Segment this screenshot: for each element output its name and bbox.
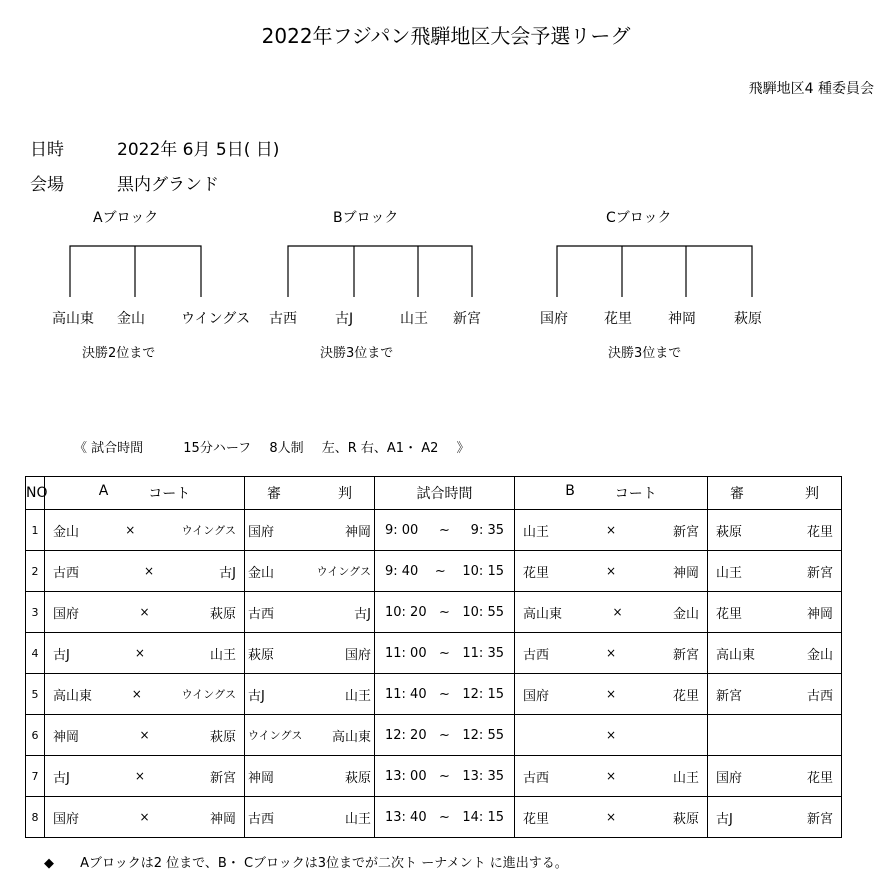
tilde-mark: ~	[439, 727, 450, 743]
b-referees	[708, 551, 842, 592]
team-a-2: 金山	[117, 311, 145, 327]
a-court-match	[45, 756, 245, 797]
team-c-2: 花里	[604, 311, 632, 327]
b-court-match	[515, 633, 708, 674]
match-time	[375, 510, 515, 551]
a-home-team: 古J	[53, 770, 70, 786]
match-no: 3	[26, 592, 45, 633]
header-referee-b-2: 判	[805, 486, 819, 502]
match-time	[375, 756, 515, 797]
end-time: 10: 15	[462, 563, 504, 579]
block-a-bracket	[70, 246, 201, 297]
team-b-4: 新宮	[453, 311, 481, 327]
b-referee-2: 神岡	[806, 606, 833, 622]
a-referees	[245, 674, 375, 715]
vs-mark: ×	[605, 769, 617, 783]
match-no: 7	[26, 756, 45, 797]
vs-mark: ×	[139, 605, 150, 619]
rules-sides: 左、R 右、A1・ A2	[321, 441, 439, 456]
b-referee-2: 新宮	[806, 811, 833, 827]
b-away-team: 新宮	[672, 647, 699, 663]
date-label: 日時	[30, 140, 64, 160]
a-referee-1: ウイングス	[248, 729, 303, 742]
team-c-1: 国府	[540, 311, 568, 327]
b-referees	[708, 797, 842, 838]
match-no: 4	[26, 633, 45, 674]
table-row	[26, 756, 842, 797]
venue-label: 会場	[30, 175, 64, 195]
vs-mark: ×	[605, 523, 617, 537]
team-a-3: ウイングス	[181, 311, 251, 327]
a-referee-2: 高山東	[331, 729, 371, 745]
match-no: 5	[26, 674, 45, 715]
vs-mark: ×	[605, 687, 617, 701]
team-b-1: 古西	[269, 311, 297, 327]
header-referee-a	[245, 477, 375, 510]
a-referees	[245, 797, 375, 838]
b-referees	[708, 592, 842, 633]
header-b-court-letter: B	[565, 483, 575, 499]
b-away-team: 花里	[672, 688, 699, 704]
b-referee-2: 花里	[806, 770, 833, 786]
b-referee-1: 花里	[716, 606, 743, 622]
footnote-text: Aブロックは2 位まで、B・ Cブロックは3位までが二次ト ーナメント に進出する。	[80, 856, 568, 871]
rules-half: 15分ハーフ	[183, 441, 252, 456]
table-row	[26, 797, 842, 838]
vs-mark: ×	[605, 646, 617, 660]
a-away-team: 山王	[209, 647, 236, 663]
vs-mark: ×	[605, 728, 617, 742]
tilde-mark: ~	[439, 604, 450, 620]
end-time: 12: 15	[462, 686, 504, 702]
match-time	[375, 592, 515, 633]
a-court-match	[45, 674, 245, 715]
b-home-team: 古西	[523, 647, 550, 663]
a-home-team: 国府	[53, 811, 80, 827]
vs-mark: ×	[125, 523, 136, 537]
date-value: 2022年 6月 5日( 日)	[117, 140, 280, 160]
match-no: 6	[26, 715, 45, 756]
block-c-name: Cブロック	[606, 210, 672, 226]
table-row	[26, 633, 842, 674]
header-a-court-word: コート	[148, 486, 191, 502]
block-b-bracket	[288, 246, 472, 297]
a-referee-1: 萩原	[248, 647, 275, 663]
a-referee-1: 古西	[248, 606, 275, 622]
b-court-match	[515, 674, 708, 715]
match-no: 2	[26, 551, 45, 592]
b-away-team: 金山	[672, 606, 699, 622]
header-a-court	[45, 477, 245, 510]
match-no: 1	[26, 510, 45, 551]
a-referee-1: 古J	[248, 688, 265, 704]
b-home-team: 花里	[523, 811, 550, 827]
rules-players: 8人制	[269, 441, 304, 456]
b-away-team: 新宮	[672, 524, 699, 540]
b-court-match	[515, 592, 708, 633]
match-rules	[74, 437, 470, 456]
a-referees	[245, 592, 375, 633]
table-row	[26, 592, 842, 633]
a-referee-2: 古J	[354, 606, 371, 622]
match-no: 8	[26, 797, 45, 838]
b-referee-2: 花里	[806, 524, 833, 540]
b-referee-1: 国府	[716, 770, 743, 786]
header-referee-a-2: 判	[338, 486, 352, 502]
match-time	[375, 551, 515, 592]
a-referee-1: 古西	[248, 811, 275, 827]
b-referee-1: 高山東	[716, 647, 756, 663]
a-home-team: 高山東	[53, 688, 93, 704]
a-referees	[245, 715, 375, 756]
team-b-2: 古J	[335, 311, 354, 327]
vs-mark: ×	[134, 769, 145, 783]
header-b-court-word: コート	[614, 486, 657, 502]
a-away-team: 萩原	[209, 729, 236, 745]
b-court-match	[515, 756, 708, 797]
b-home-team: 花里	[523, 565, 550, 581]
b-referee-2: 古西	[806, 688, 833, 704]
a-referee-2: 神岡	[344, 524, 371, 540]
block-c-advance: 決勝3位まで	[608, 346, 682, 361]
b-away-team: 萩原	[672, 811, 699, 827]
vs-mark: ×	[605, 564, 617, 578]
block-b-advance: 決勝3位まで	[320, 346, 394, 361]
a-court-match	[45, 715, 245, 756]
tilde-mark: ~	[439, 809, 450, 825]
header-referee-a-1: 審	[267, 486, 281, 502]
b-home-team: 山王	[523, 524, 550, 540]
header-referee-b-1: 審	[730, 486, 744, 502]
b-referee-2: 金山	[806, 647, 833, 663]
a-away-team: ウイングス	[181, 524, 236, 537]
table-row	[26, 715, 842, 756]
a-home-team: 国府	[53, 606, 80, 622]
table-row	[26, 510, 842, 551]
end-time: 10: 55	[462, 604, 504, 620]
tilde-mark: ~	[439, 768, 450, 784]
vs-mark: ×	[134, 646, 145, 660]
end-time: 11: 35	[462, 645, 504, 661]
a-referee-2: 国府	[344, 647, 371, 663]
b-referees	[708, 756, 842, 797]
start-time: 12: 20	[385, 727, 427, 743]
a-referee-1: 神岡	[248, 770, 275, 786]
match-time	[375, 633, 515, 674]
a-away-team: 神岡	[209, 811, 236, 827]
a-referee-2: 山王	[344, 811, 371, 827]
page-title: 2022年フジパン飛騨地区大会予選リーグ	[261, 24, 631, 48]
vs-mark: ×	[612, 605, 623, 619]
team-c-3: 神岡	[668, 311, 696, 327]
a-referee-2: ウイングス	[316, 565, 371, 578]
b-court-match	[515, 797, 708, 838]
footnote-bullet: ◆	[44, 856, 54, 871]
match-time	[375, 715, 515, 756]
b-home-team: 古西	[523, 770, 550, 786]
vs-mark: ×	[144, 564, 155, 578]
team-a-1: 高山東	[52, 311, 94, 327]
block-a-name: Aブロック	[93, 210, 159, 226]
start-time: 11: 40	[385, 686, 427, 702]
schedule-table	[25, 476, 842, 838]
a-court-match	[45, 797, 245, 838]
footnote	[44, 852, 568, 871]
start-time: 13: 40	[385, 809, 427, 825]
table-row	[26, 551, 842, 592]
b-home-team: 高山東	[523, 606, 563, 622]
a-away-team: 新宮	[209, 770, 236, 786]
vs-mark: ×	[131, 687, 142, 701]
start-time: 11: 00	[385, 645, 427, 661]
b-court-match	[515, 551, 708, 592]
a-referee-1: 金山	[248, 565, 275, 581]
tilde-mark: ~	[439, 645, 450, 661]
start-time: 10: 20	[385, 604, 427, 620]
b-court-match	[515, 510, 708, 551]
table-row	[26, 674, 842, 715]
b-referees	[708, 633, 842, 674]
a-away-team: ウイングス	[181, 688, 236, 701]
b-away-team: 山王	[672, 770, 699, 786]
start-time: 9: 40	[385, 563, 419, 579]
team-b-3: 山王	[400, 311, 428, 327]
a-away-team: 萩原	[209, 606, 236, 622]
tilde-mark: ~	[434, 563, 446, 579]
a-home-team: 金山	[53, 524, 80, 540]
a-court-match	[45, 551, 245, 592]
header-b-court	[515, 477, 708, 510]
a-referees	[245, 756, 375, 797]
a-court-match	[45, 510, 245, 551]
a-home-team: 神岡	[53, 729, 80, 745]
a-referee-1: 国府	[248, 524, 275, 540]
b-away-team: 神岡	[672, 565, 699, 581]
header-match-time: 試合時間	[375, 477, 515, 510]
a-referee-2: 山王	[344, 688, 371, 704]
match-time	[375, 797, 515, 838]
header-a-court-letter: A	[98, 483, 109, 499]
header-no: NO	[26, 477, 45, 510]
a-court-match	[45, 592, 245, 633]
block-a-advance: 決勝2位まで	[82, 346, 156, 361]
end-time: 14: 15	[462, 809, 504, 825]
b-referee-1: 山王	[716, 565, 743, 581]
b-referees	[708, 674, 842, 715]
start-time: 9: 00	[385, 522, 419, 538]
vs-mark: ×	[605, 810, 617, 824]
match-time	[375, 674, 515, 715]
table-header-row	[26, 477, 842, 510]
b-referee-1: 萩原	[716, 524, 743, 540]
b-home-team: 国府	[523, 688, 550, 704]
vs-mark: ×	[139, 810, 150, 824]
team-c-4: 萩原	[734, 311, 762, 327]
end-time: 12: 55	[462, 727, 504, 743]
vs-mark: ×	[139, 728, 150, 742]
tilde-mark: ~	[439, 686, 450, 702]
b-court-match	[515, 715, 708, 756]
tilde-mark: ~	[439, 522, 450, 538]
a-referees	[245, 551, 375, 592]
end-time: 13: 35	[462, 768, 504, 784]
b-referees	[708, 510, 842, 551]
a-referees	[245, 510, 375, 551]
start-time: 13: 00	[385, 768, 427, 784]
a-home-team: 古J	[53, 647, 70, 663]
a-home-team: 古西	[53, 565, 80, 581]
end-time: 9: 35	[470, 522, 504, 538]
a-referees	[245, 633, 375, 674]
rules-open: 《 試合時間	[74, 441, 144, 456]
a-referee-2: 萩原	[344, 770, 371, 786]
a-court-match	[45, 633, 245, 674]
b-referee-1: 古J	[716, 811, 733, 827]
header-referee-b	[708, 477, 842, 510]
b-referee-1: 新宮	[716, 688, 743, 704]
a-away-team: 古J	[219, 565, 236, 581]
rules-close: 》	[456, 441, 470, 456]
block-b-name: Bブロック	[333, 210, 399, 226]
b-referee-2: 新宮	[806, 565, 833, 581]
organizer: 飛騨地区4 種委員会	[748, 81, 874, 97]
b-referees	[708, 715, 842, 756]
venue-value: 黒内グランド	[117, 175, 219, 195]
block-c-bracket	[557, 246, 752, 297]
